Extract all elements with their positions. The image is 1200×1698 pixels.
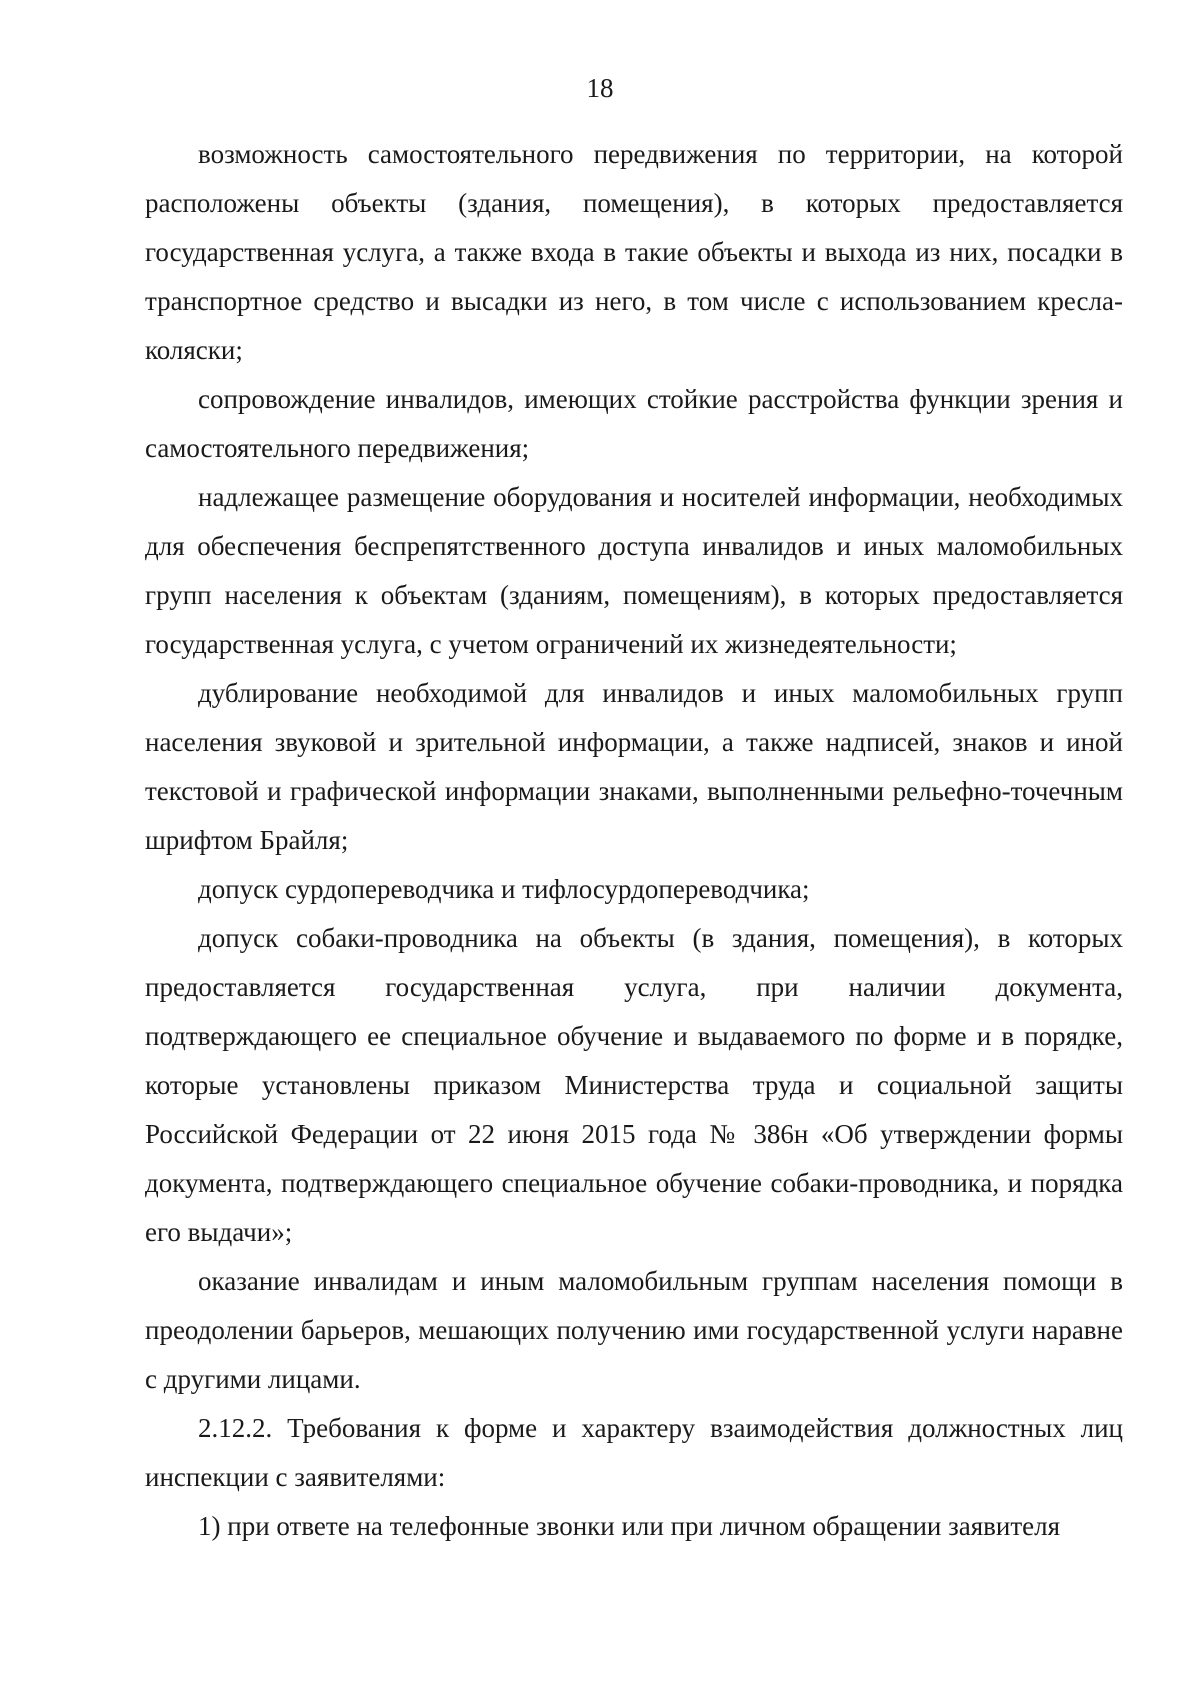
paragraph-interpreter-admission: допуск сурдопереводчика и тифлосурдопереводчика; xyxy=(198,874,810,904)
paragraph-guide-dog: допуск собаки-проводника на объекты (в здания, помещения), в которых предоставляется государственная услуга, при наличии документа, подтверждающего ее специальное обучение и выдаваемого по форме и в порядке, которые установлены приказом Министерства труда и социальной защиты Российской Федерации от 22 июня 2015 года № 386н «Об утверждении формы документа, подтверждающего специальное обучение собаки-проводника, и порядка его выдачи»; xyxy=(145,923,1123,1247)
paragraph-section-2-12-2: 2.12.2. Требования к форме и характеру взаимодействия должностных лиц инспекции с заявителями: xyxy=(145,1413,1123,1492)
paragraph-mobility-access: возможность самостоятельного передвижения по территории, на которой расположены объекты (здания, помещения), в которых предоставляется государственная услуга, а также входа в такие объекты и выхода из них, посадки в транспортное средство и высадки из него, в том числе с использованием кресла-коляски; xyxy=(145,139,1123,365)
paragraph-phone-calls: 1) при ответе на телефонные звонки или при личном обращении заявителя xyxy=(198,1511,1061,1541)
page-number: 18 xyxy=(586,73,614,103)
paragraph-equipment-placement: надлежащее размещение оборудования и носителей информации, необходимых для обеспечения беспрепятственного доступа инвалидов и иных маломобильных групп населения к объектам (зданиям, помещениям), в которых предоставляется государственная услуга, с учетом ограничений их жизнедеятельности; xyxy=(145,482,1123,659)
paragraph-braille-duplication: дублирование необходимой для инвалидов и иных маломобильных групп населения звуковой и зрительной информации, а также надписей, знаков и иной текстовой и графической информации знаками, выполненными рельефно-точечным шрифтом Брайля; xyxy=(145,678,1123,855)
paragraph-barrier-assistance: оказание инвалидам и иным маломобильным группам населения помощи в преодолении барьеров, мешающих получению ими государственной услуги наравне с другими лицами. xyxy=(145,1266,1123,1394)
document-body xyxy=(145,130,1123,1551)
paragraph-escort: сопровождение инвалидов, имеющих стойкие расстройства функции зрения и самостоятельного передвижения; xyxy=(145,384,1123,463)
